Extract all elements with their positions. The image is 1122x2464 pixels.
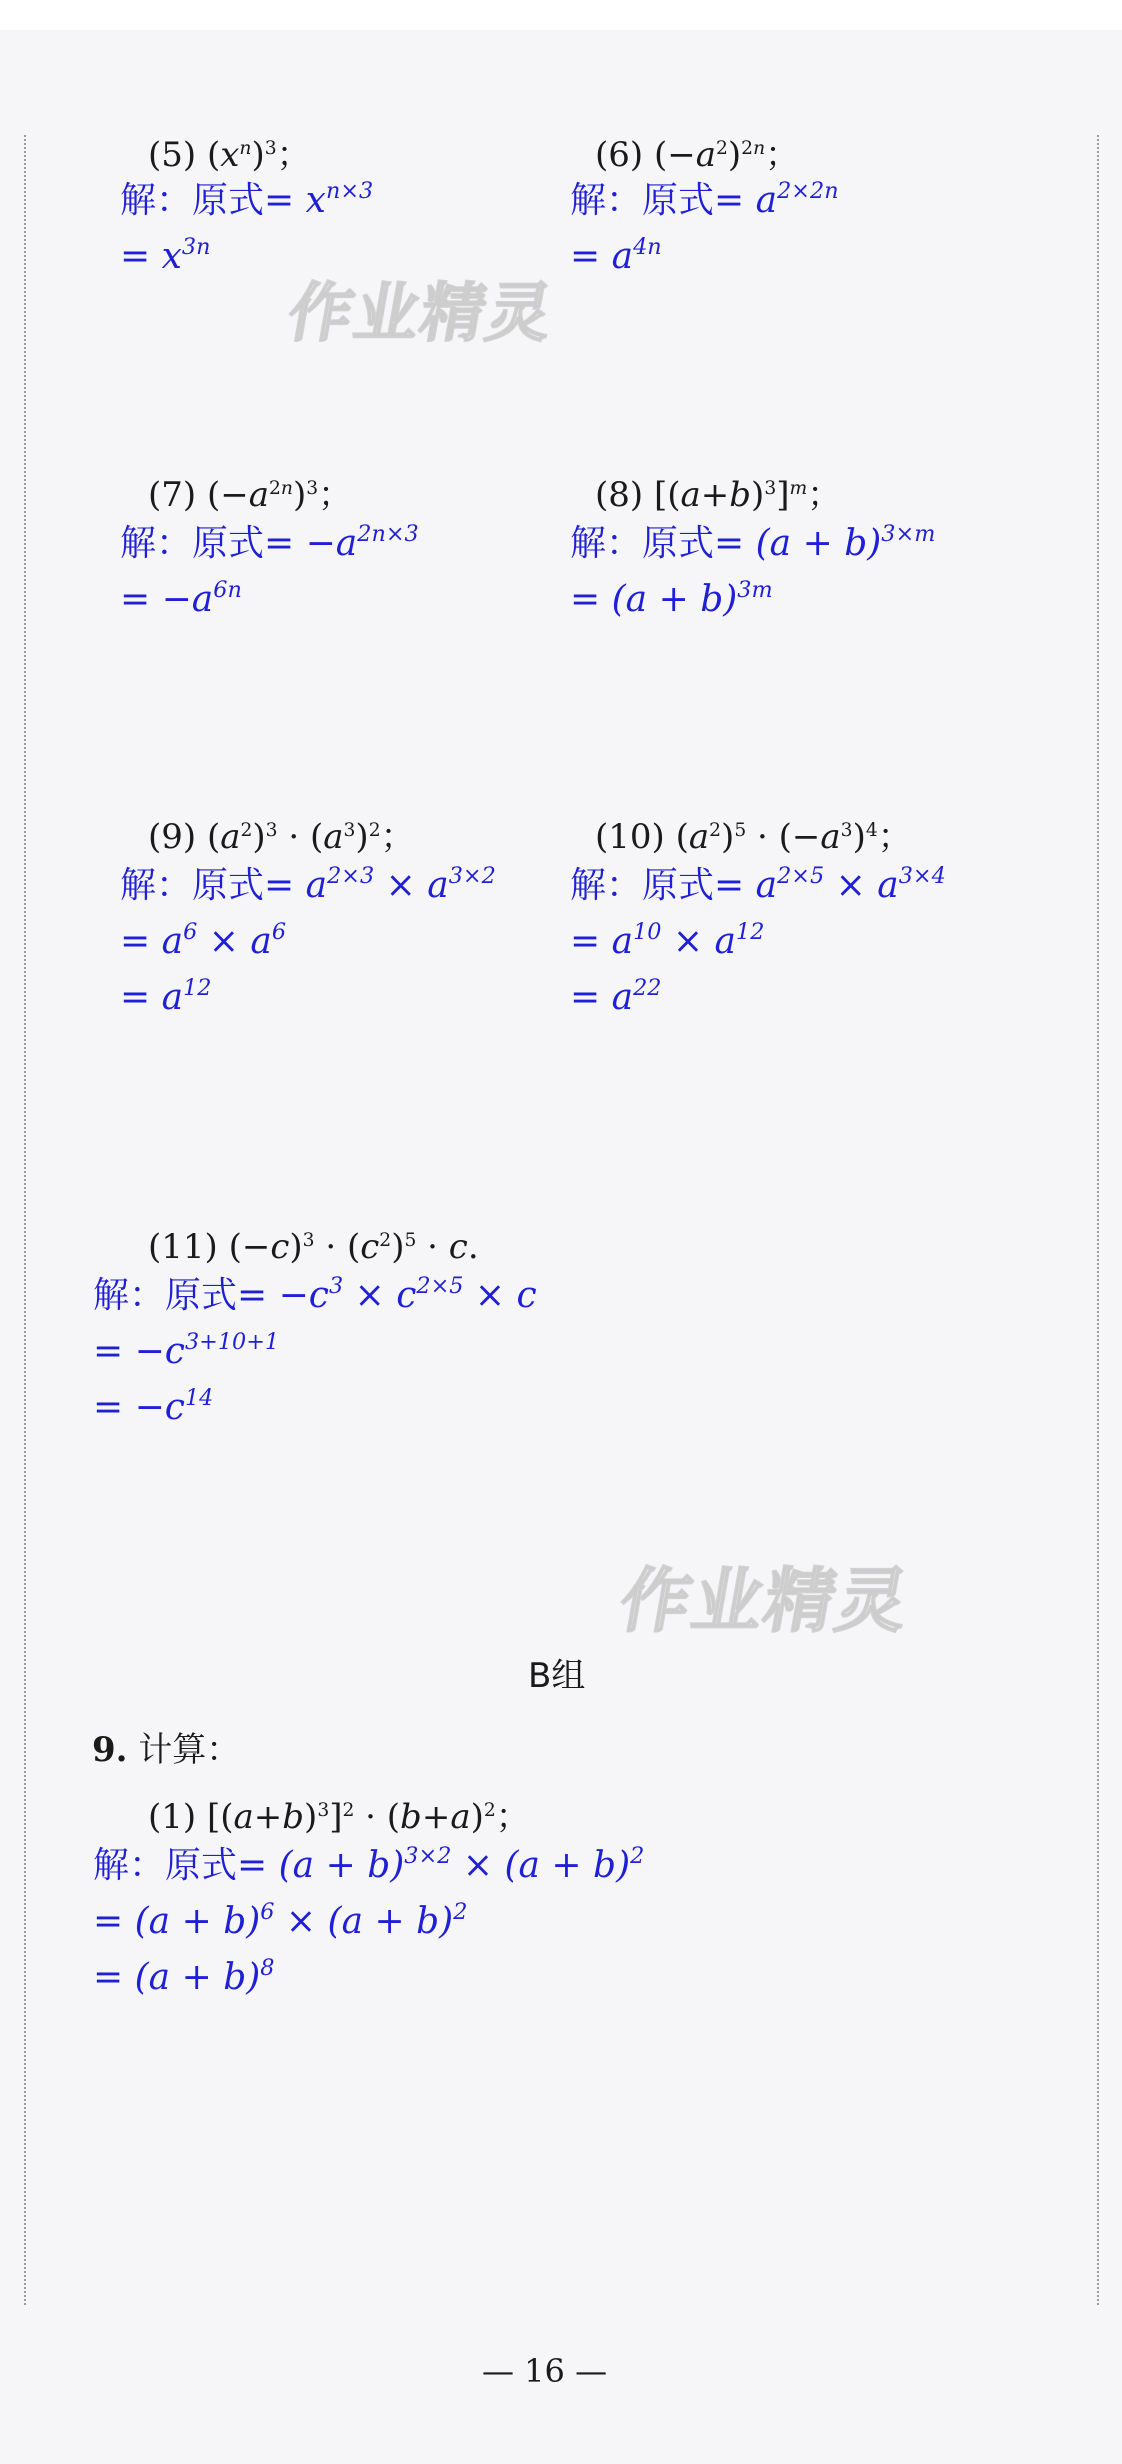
solution-line: = $(a + b)^{3m}$ <box>570 577 773 620</box>
problem-7-question: (7) $(-a^{2n})^3$； <box>148 475 353 515</box>
problem-9-solution <box>120 863 496 1018</box>
problem-5 <box>148 135 311 175</box>
solution-line: = $(a + b)^6 \times (a + b)^2$ <box>93 1899 468 1942</box>
problem-11-question: (11) $(-c)^3 \cdot (c^2)^5 \cdot c$. <box>148 1227 479 1267</box>
problem-9-question: (9) $(a^2)^3 \cdot (a^3)^2$； <box>148 817 415 857</box>
solution-line: = $a^{12}$ <box>120 975 212 1018</box>
problem-9-header <box>92 1730 241 1770</box>
solution-line: = $a^{10} \times a^{12}$ <box>570 919 765 962</box>
problem-10-question: (10) $(a^2)^5 \cdot (-a^3)^4$； <box>595 817 912 857</box>
solution-line: 解：原式= $a^{2\times 5} \times a^{3\times 4}$ <box>570 863 946 906</box>
watermark: 作业精灵 <box>282 277 560 351</box>
problem-11 <box>148 1227 479 1267</box>
problem-6-solution <box>570 178 839 277</box>
left-margin-line <box>24 135 26 2305</box>
page-number: — 16 — <box>482 2352 608 2390</box>
watermark: 作业精灵 <box>613 1560 917 1642</box>
solution-line: = $(a + b)^8$ <box>93 1955 275 1998</box>
solution-line: 解：原式= $-a^{2n\times 3}$ <box>120 521 419 564</box>
solution-line: 解：原式= $a^{2\times 2n}$ <box>570 178 839 221</box>
problem-6 <box>595 135 800 175</box>
problem-8 <box>595 475 842 515</box>
solution-line: 解：原式= $x^{n\times 3}$ <box>120 178 374 221</box>
problem-6-question: (6) $(-a^2)^{2n}$； <box>595 135 800 175</box>
group-title: B组 <box>528 1656 586 1696</box>
problem-b1-solution <box>93 1843 645 1998</box>
solution-line: 解：原式= $(a + b)^{3\times 2} \times (a + b)^2$ <box>93 1843 645 1886</box>
right-margin-line <box>1097 135 1099 2305</box>
problem-b1-question: (1) $[(a+b)^3]^2 \cdot (b+a)^2$； <box>148 1797 530 1837</box>
problem-instruction: 计算： <box>138 1730 241 1770</box>
problem-number: 9. <box>92 1730 128 1770</box>
solution-line: = $a^{4n}$ <box>570 234 662 277</box>
solution-line: = $x^{3n}$ <box>120 234 211 277</box>
solution-line: = $-c^{3+10+1}$ <box>93 1329 280 1372</box>
solution-line: = $a^{22}$ <box>570 975 662 1018</box>
problem-8-solution <box>570 521 936 620</box>
problem-8-question: (8) $[(a+b)^3]^m$； <box>595 475 842 515</box>
problem-9 <box>148 817 415 857</box>
problem-11-solution <box>93 1273 537 1428</box>
problem-5-question: (5) $(x^n)^3$； <box>148 135 311 175</box>
problem-b1 <box>148 1797 530 1837</box>
problem-10-solution <box>570 863 946 1018</box>
problem-10 <box>595 817 912 857</box>
solution-line: 解：原式= $a^{2\times 3} \times a^{3\times 2}$ <box>120 863 496 906</box>
solution-line: = $-a^{6n}$ <box>120 577 242 620</box>
solution-line: = $a^6 \times a^6$ <box>120 919 287 962</box>
solution-line: 解：原式= $-c^3 \times c^{2\times 5} \times c$ <box>93 1273 537 1316</box>
problem-7 <box>148 475 353 515</box>
solution-line: 解：原式= $(a + b)^{3\times m}$ <box>570 521 936 564</box>
page-top-strip <box>0 0 1122 30</box>
solution-line: = $-c^{14}$ <box>93 1385 214 1428</box>
problem-7-solution <box>120 521 419 620</box>
